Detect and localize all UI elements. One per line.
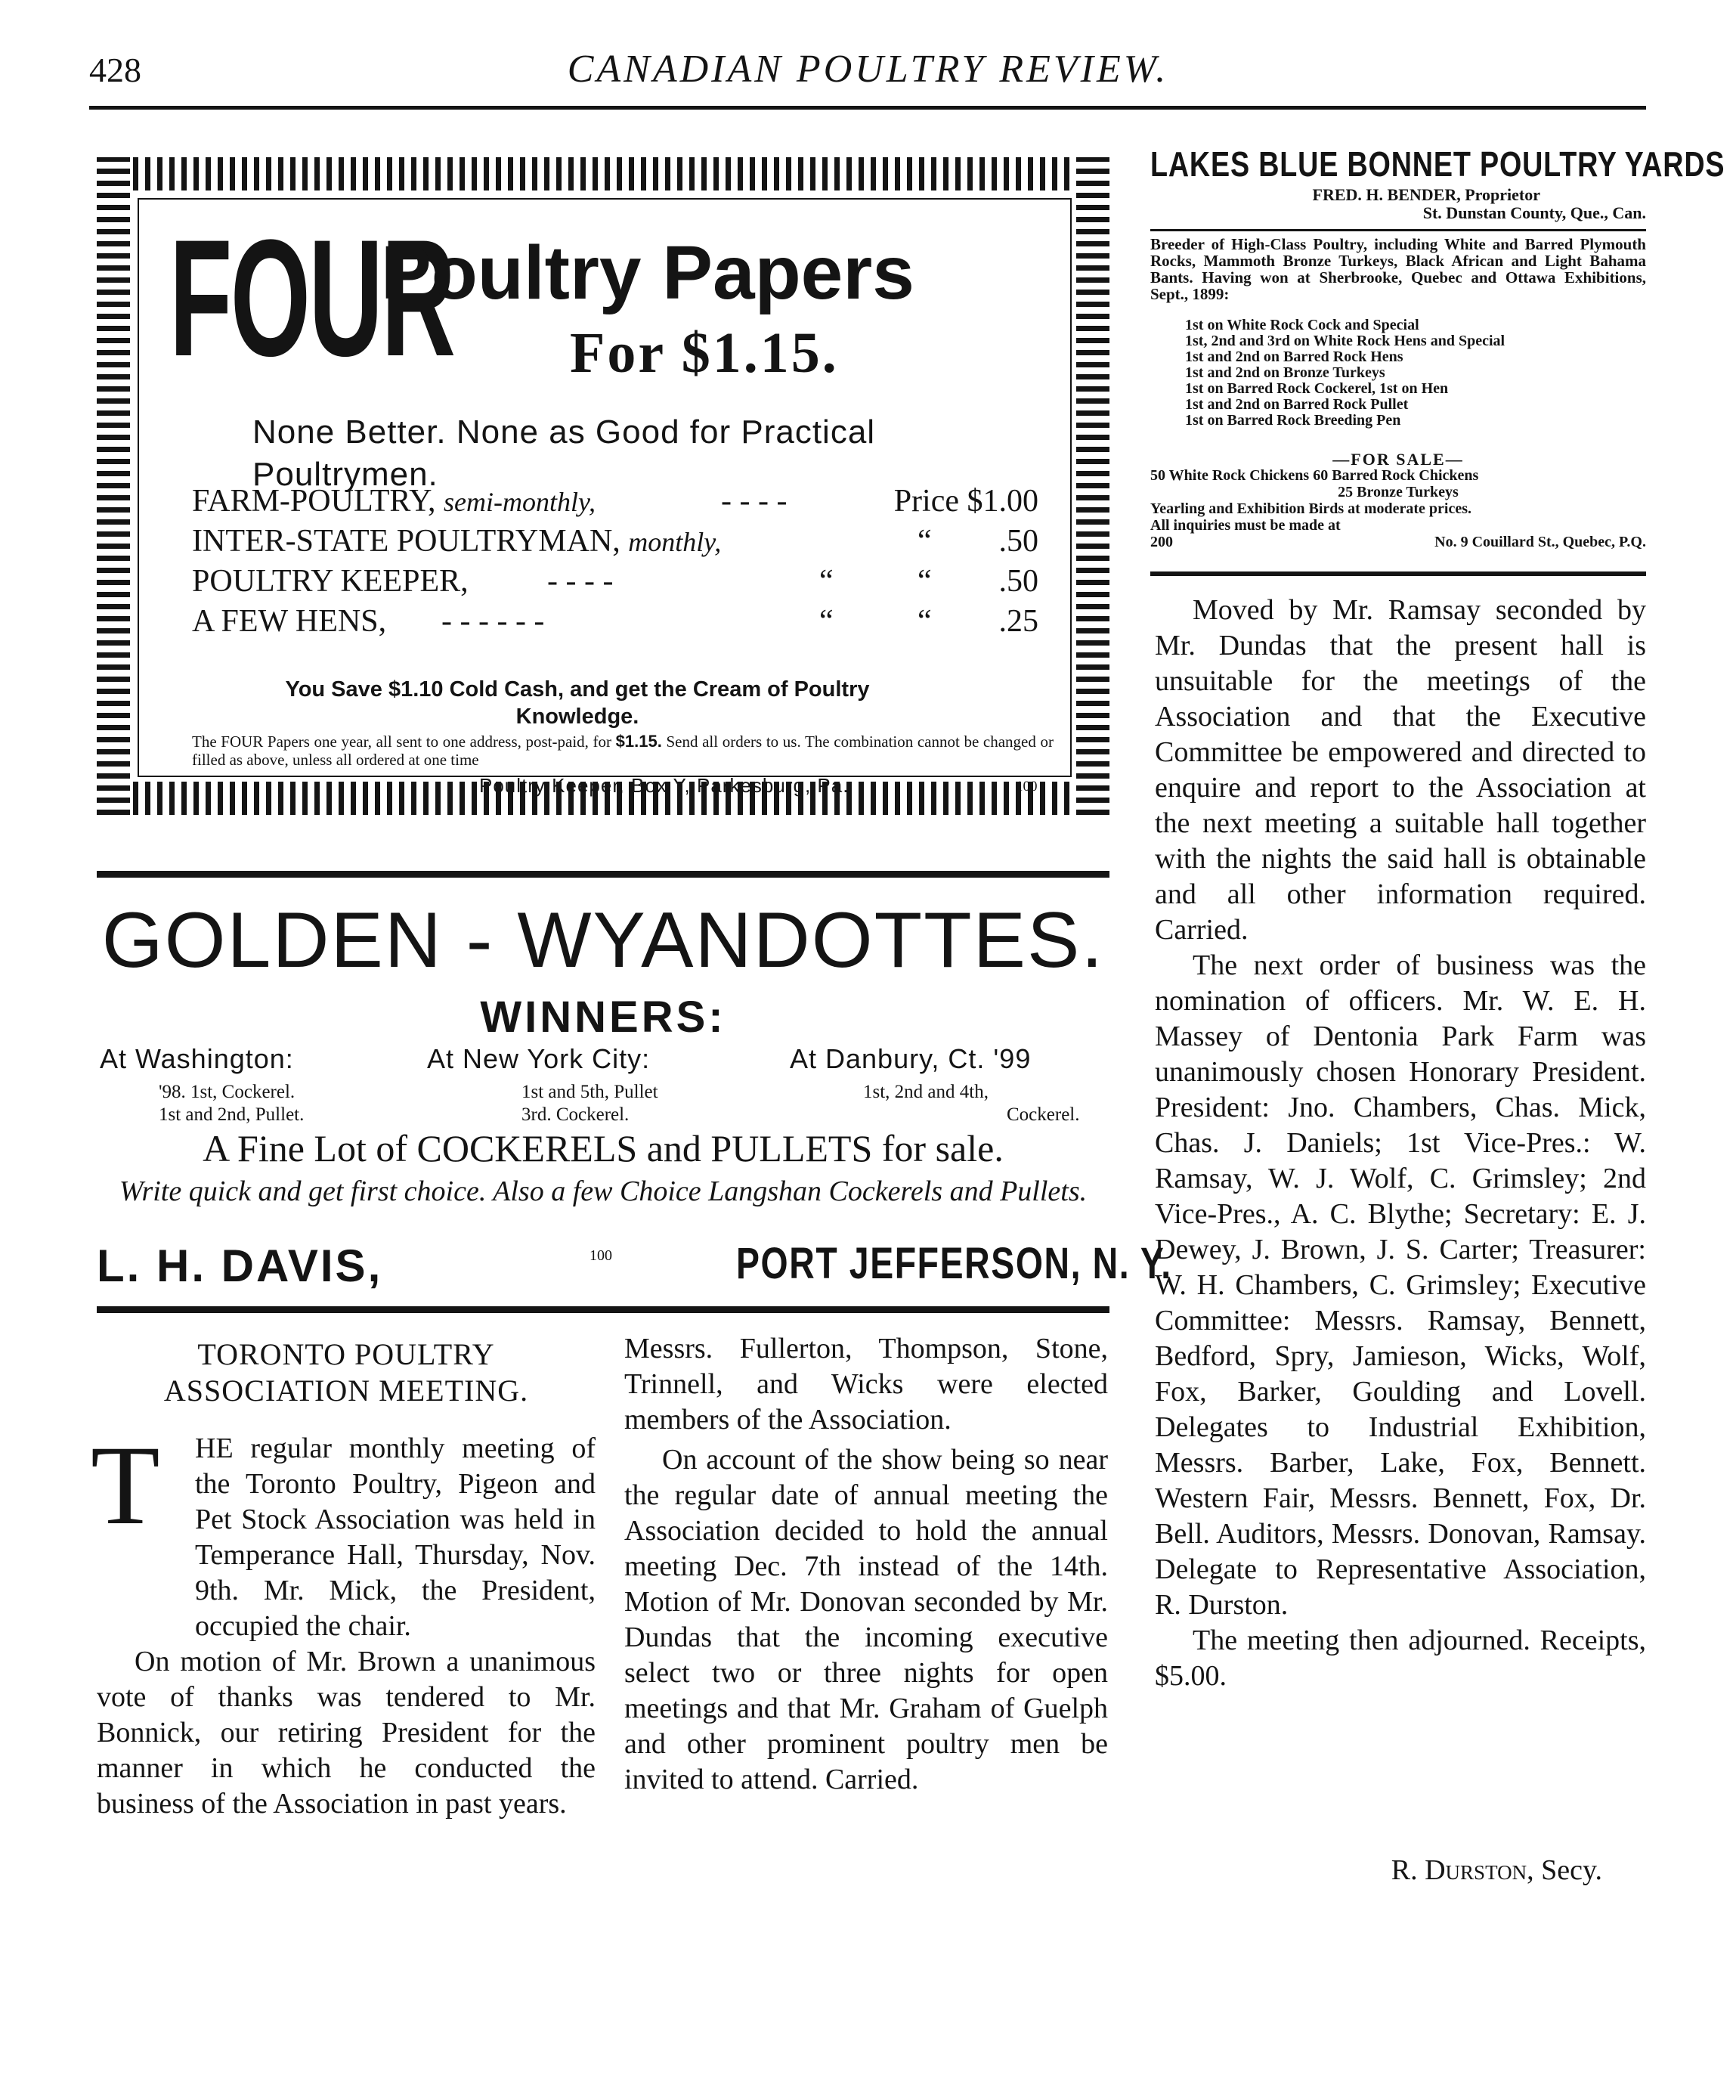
article-column-3 — [1155, 593, 1646, 1694]
lakes-ad-rule — [1150, 229, 1646, 231]
winner-detail: 1st, 2nd and 4th, — [863, 1082, 989, 1102]
article-column-1 — [97, 1431, 596, 1822]
ditto-mark: “ — [918, 564, 932, 599]
lakes-address: No. 9 Couillard St., Quebec, P.Q. — [1434, 534, 1646, 550]
sale-line: Yearling and Exhibition Birds at moderate prices. — [1150, 500, 1472, 517]
fine-lot-line: A Fine Lot of COCKERELS and PULLETS for sale. — [203, 1127, 1004, 1169]
ad-address: Poultry Keeper, Box Y, Parkesburg, Pa. — [479, 774, 849, 797]
article-paragraph: Messrs. Fullerton, Thompson, Stone, Trinnell, and Wicks were elected members of the Association. — [624, 1333, 1108, 1436]
for-sale-heading: —FOR SALE— — [1332, 450, 1464, 469]
running-head: CANADIAN POULTRY REVIEW. — [567, 48, 1169, 91]
ornamental-border-right — [1076, 157, 1109, 815]
winner-location: At New York City: — [427, 1043, 651, 1074]
for-sale-list — [1150, 467, 1646, 550]
prize-line: 1st and 2nd on Barred Rock Pullet — [1185, 396, 1409, 413]
ad-code: 100 — [1016, 779, 1038, 794]
winner-detail: 1st and 5th, Pullet — [521, 1082, 658, 1102]
four-word: FOUR — [169, 205, 454, 391]
paper-name: POULTRY KEEPER, — [192, 564, 469, 599]
winner-detail: '98. 1st, Cockerel. — [159, 1082, 296, 1102]
article-paragraph: HE regular monthly meeting of the Toronto Poultry, Pigeon and Pet Stock Association was held in Temperance Hall, Thursday, Nov. 9th. Mr. Mick, the President, occupied the chair. — [195, 1433, 596, 1642]
ad-separator-rule — [97, 1306, 1109, 1313]
golden-wyandottes-title: GOLDEN - WYANDOTTES. — [101, 897, 1105, 984]
ad-tagline: None Better. None as Good for Practical Poultrymen. — [252, 413, 876, 493]
ditto-mark: “ — [819, 604, 834, 639]
article-column-2 — [624, 1331, 1108, 1798]
prize-line: 1st on Barred Rock Cockerel, 1st on Hen — [1185, 380, 1449, 397]
winner-location: At Danbury, Ct. '99 — [790, 1043, 1032, 1074]
sale-line: 25 Bronze Turkeys — [1338, 484, 1459, 500]
sale-line: 50 White Rock Chickens 60 Barred Rock Chickens — [1150, 467, 1479, 484]
signature: R. Durston, Secy. — [1391, 1854, 1602, 1886]
four-poultry-papers-ad — [97, 157, 1109, 815]
paper-dashes: - - - - - - — [441, 604, 545, 639]
paper-row — [192, 563, 1054, 601]
article-paragraph: On motion of Mr. Brown a unanimous vote of thanks was tendered to Mr. Bonnick, our retiring President for the manner in which he conducted the business of the Association in past years. — [97, 1646, 596, 1820]
drop-cap: T — [91, 1423, 160, 1548]
article-paragraph: Moved by Mr. Ramsay seconded by Mr. Dundas that the present hall is unsuitable for the meetings of the Association and that the Executive Committee be empowered and directed to enquire and report to the Association at the next meeting a suitable hall together with the nights the said hall is obtainable and all other information required. Carried. — [1155, 594, 1646, 946]
winner-location: At Washington: — [100, 1043, 294, 1074]
paper-price: Price $1.00 — [893, 484, 1038, 519]
lakes-ad-body: Breeder of High-Class Poultry, including White and Barred Plymouth Rocks, Mammoth Bronze Turkeys, Black African and Light Bahama Bants. Having won at Sherbrooke, Quebec and Ottawa Exhibitions, Sept., 1899: — [1150, 235, 1646, 303]
winner-detail: 1st and 2nd, Pullet. — [159, 1104, 305, 1125]
ornamental-border-top — [97, 157, 1109, 190]
ad-title: Poultry Papers — [381, 231, 914, 315]
paper-row — [192, 523, 1054, 561]
lakes-prize-list — [1185, 317, 1654, 429]
prize-line: 1st and 2nd on Bronze Turkeys — [1185, 364, 1385, 381]
advertiser-location: PORT JEFFERSON, N. Y. — [736, 1239, 1172, 1288]
write-quick-line: Write quick and get first choice. Also a few Choice Langshan Cockerels and Pullets. — [119, 1175, 1088, 1207]
paper-price: .50 — [998, 524, 1038, 559]
ad-inner-panel — [138, 198, 1072, 797]
ditto-mark: “ — [918, 524, 932, 559]
paper-row — [192, 603, 1054, 641]
article-paragraph: On account of the show being so near the regular date of annual meeting the Association decided to hold the annual meeting Dec. 7th instead of the 14th. Motion of Mr. Donovan seconded by Mr. Dundas that the incoming executive select two or three nights for open meetings and that Mr. Graham of Guelph and other prominent poultry men be invited to attend. Carried. — [624, 1444, 1108, 1795]
paper-row — [192, 483, 1054, 521]
savings-line: You Save $1.10 Cold Cash, and get the Cream of Poultry Knowledge. — [285, 677, 870, 729]
paper-dashes: - - - - — [721, 484, 788, 519]
paper-name: INTER-STATE POULTRYMAN, monthly, — [192, 524, 722, 559]
winner-detail: Cockerel. — [1007, 1104, 1080, 1125]
article-paragraph: The meeting then adjourned. Receipts, $5.00. — [1155, 1625, 1646, 1692]
lakes-ad-proprietor: FRED. H. BENDER, Proprietor St. Dunstan County, Que., Can. — [1312, 185, 1646, 222]
winners-heading: WINNERS: — [480, 993, 726, 1042]
page-number: 428 — [89, 51, 141, 89]
advertiser-name: L. H. DAVIS, — [97, 1240, 383, 1291]
lakes-ad-bottom-rule — [1150, 571, 1646, 576]
ad-price-line: For $1.15. — [570, 321, 839, 385]
ditto-mark: “ — [918, 604, 932, 639]
prize-line: 1st on Barred Rock Breeding Pen — [1185, 412, 1401, 429]
prize-line: 1st, 2nd and 3rd on White Rock Hens and Special — [1185, 333, 1505, 349]
ornamental-border-left — [97, 157, 130, 815]
paper-name: A FEW HENS, — [192, 604, 387, 639]
prize-line: 1st and 2nd on Barred Rock Hens — [1185, 348, 1403, 365]
fine-print: The FOUR Papers one year, all sent to one address, post-paid, for $1.15. Send all orders to us. The combination cannot be changed or filled as above, unless all ordered at one time — [192, 732, 1054, 769]
lakes-ad-title: LAKES BLUE BONNET POULTRY YARDS — [1150, 144, 1725, 184]
article-paragraph: The next order of business was the nomination of officers. Mr. W. E. H. Massey of Dentonia Park Farm was unanimously chosen Honorary President. President: Jno. Chambers, Chas. Mick, Chas. J. Daniels; 1st Vice-Pres.: W. Ramsay, W. J. Wolf, C. Grimsley; 2nd Vice-Pres., A. C. Blythe; Secretary: E. J. Dewey, J. Brown, J. S. Carter; Treasurer: W. H. Chambers, C. Grimsley; Executive Committee: Messrs. Ramsay, Bennett, Bedford, Spry, Jamieson, Wicks, Wolf, Fox, Barker, Goulding and Lovell. Delegates to Industrial Exhibition, Messrs. Barber, Lake, Fox, Bennett. Western Fair, Messrs. Bennett, Fox, Dr. Bell. Auditors, Messrs. Donovan, Ramsay. Delegate to Representative Association, R. Durston. — [1155, 949, 1646, 1621]
winner-detail: 3rd. Cockerel. — [521, 1104, 630, 1125]
ad-code: 200 — [1150, 534, 1173, 550]
paper-name: FARM-POULTRY, semi-monthly, — [192, 484, 596, 519]
ad-separator-rule — [97, 871, 1109, 878]
paper-price: .25 — [998, 604, 1038, 639]
sale-address-line — [1150, 534, 1646, 550]
article-heading: TORONTO POULTRY ASSOCIATION MEETING. — [163, 1337, 529, 1408]
ditto-mark: “ — [819, 564, 834, 599]
ad-code: 100 — [589, 1247, 612, 1264]
header-rule — [89, 106, 1646, 110]
sale-line: All inquiries must be made at — [1150, 517, 1341, 534]
paper-price: .50 — [998, 564, 1038, 599]
prize-line: 1st on White Rock Cock and Special — [1185, 317, 1419, 333]
paper-dashes: - - - - — [547, 564, 614, 599]
